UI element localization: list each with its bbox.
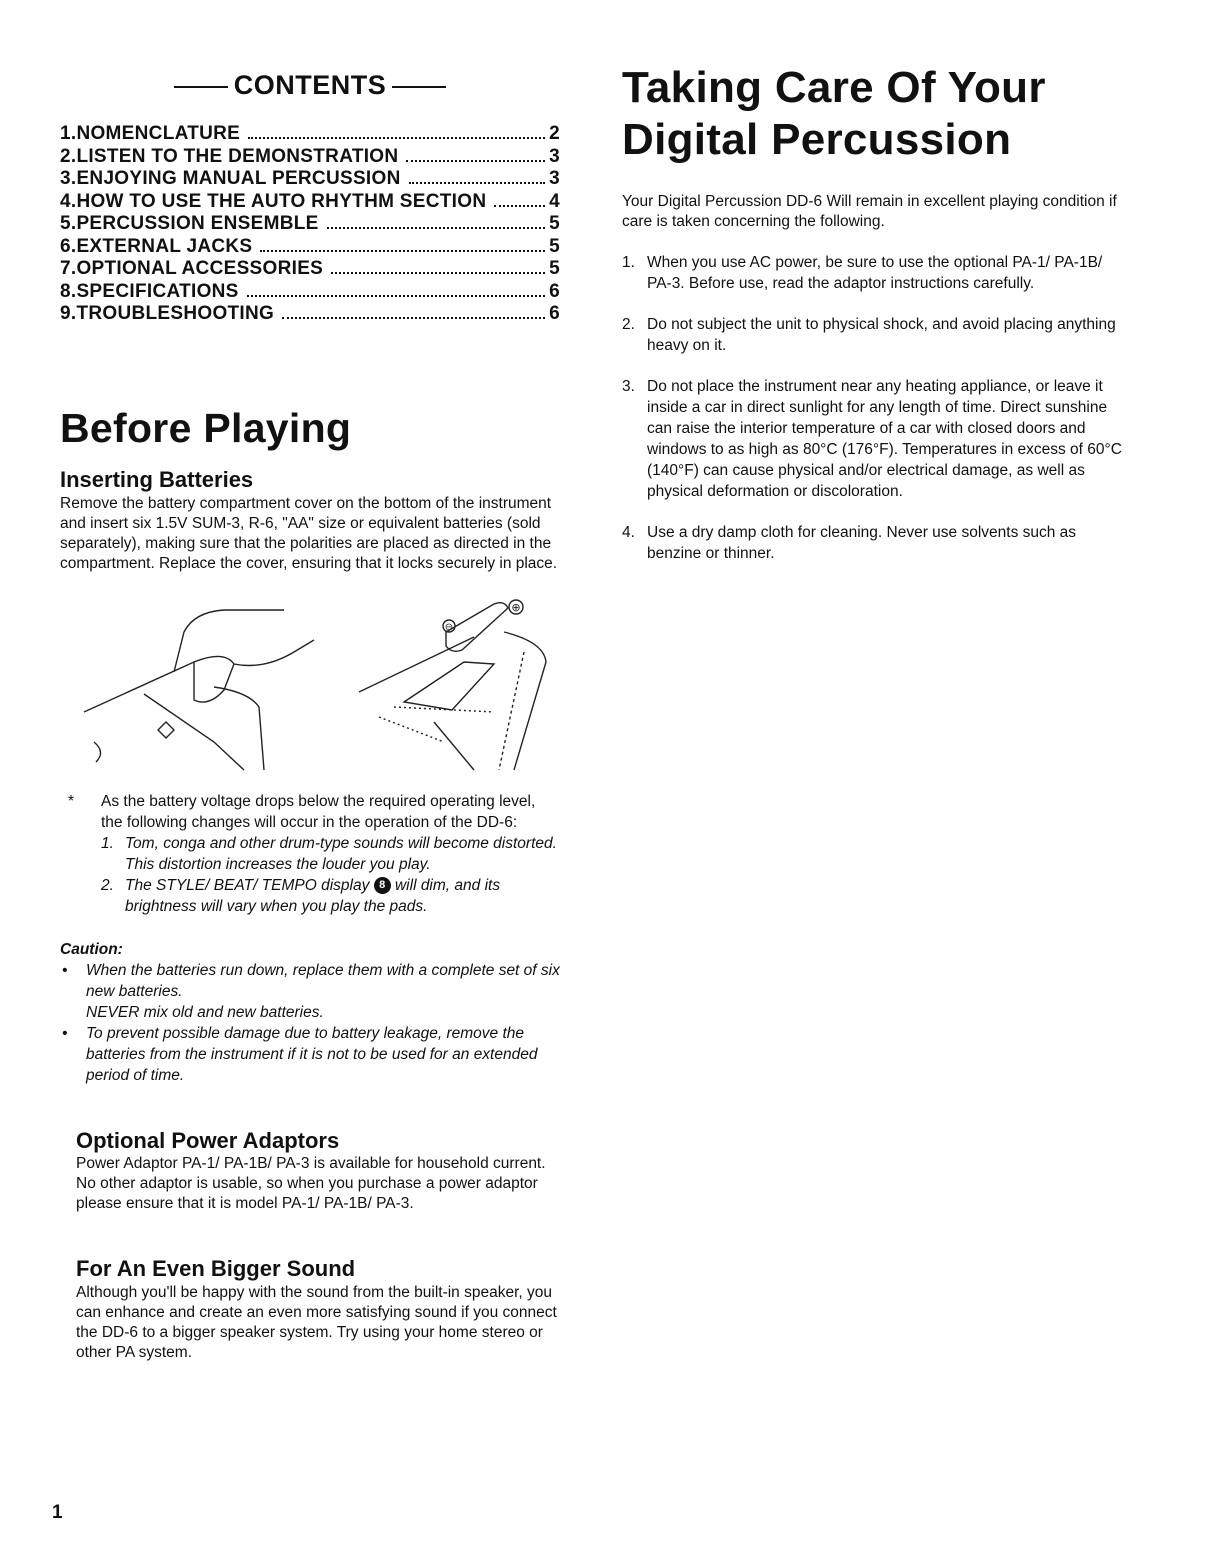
hand-removing-cover-drawing bbox=[84, 610, 314, 770]
toc-entry-label: 8.SPECIFICATIONS bbox=[60, 280, 239, 302]
list-item-text: Use a dry damp cloth for cleaning. Never use solvents such as benzine or thinner. bbox=[647, 524, 1077, 562]
list-item-text: The STYLE/ BEAT/ TEMPO display bbox=[125, 876, 370, 894]
page-number: 1 bbox=[52, 1502, 63, 1523]
toc-leader bbox=[260, 250, 545, 252]
table-of-contents bbox=[60, 123, 560, 326]
toc-entry[interactable] bbox=[60, 281, 560, 304]
list-item bbox=[622, 314, 1122, 356]
caution-box bbox=[60, 939, 560, 1086]
toc-entry-label: 6.EXTERNAL JACKS bbox=[60, 235, 253, 257]
toc-leader bbox=[409, 182, 546, 184]
toc-leader bbox=[494, 205, 545, 207]
toc-entry-page: 5 bbox=[549, 213, 560, 234]
taking-care-title-line-2: Digital Percussion bbox=[622, 115, 1012, 164]
title-rule-left bbox=[174, 86, 228, 88]
list-item bbox=[101, 833, 560, 875]
caution-text: To prevent possible damage due to battery leakage, remove the batteries from the instrument if it is not to be used for an extended period of time. bbox=[86, 1024, 538, 1084]
display-reference-marker: 8 bbox=[374, 877, 391, 894]
inserting-batteries-text: Remove the battery compartment cover on the bottom of the instrument and insert six 1.5V SUM-3, R-6, "AA" size or equivalent batteries (sold separately), making sure that the polarities are placed as directed in the compartment. Replace the cover, ensuring that it locks securely in place. bbox=[60, 494, 558, 572]
toc-entry-page: 2 bbox=[549, 123, 560, 144]
caution-item bbox=[60, 960, 560, 1023]
list-item-text: Do not subject the unit to physical shock, and avoid placing anything heavy on it. bbox=[647, 316, 1116, 354]
before-playing-title: Before Playing bbox=[60, 404, 352, 451]
caution-item bbox=[60, 1023, 560, 1086]
battery-illustration bbox=[74, 592, 554, 772]
toc-leader bbox=[327, 227, 546, 229]
list-item bbox=[622, 252, 1122, 294]
taking-care-intro: Your Digital Percussion DD-6 Will remain in excellent playing condition if care is taken concerning the following. bbox=[622, 193, 1117, 230]
toc-entry-page: 3 bbox=[549, 168, 560, 189]
battery-compartment-drawing bbox=[359, 600, 546, 770]
toc-leader bbox=[406, 160, 545, 162]
toc-entry[interactable] bbox=[60, 168, 560, 191]
toc-entry[interactable] bbox=[60, 303, 560, 326]
taking-care-title bbox=[622, 62, 1122, 166]
plus-symbol: ⊕ bbox=[511, 600, 521, 614]
bigger-sound-section bbox=[76, 1256, 560, 1362]
note-bullet: * bbox=[68, 792, 75, 810]
list-item-text: Do not place the instrument near any heating appliance, or leave it inside a car in direct sunlight for any length of time. Direct sunshine can raise the interior temperature of a car with closed doors and windows to as high as 80°C (176°F). Temperatures in excess of 60°C (140°F) can cause physical and/or electrical damage, as well as physical deformation or discoloration. bbox=[647, 378, 1122, 500]
left-column bbox=[60, 70, 560, 1363]
title-rule-right bbox=[392, 86, 446, 88]
list-item bbox=[622, 376, 1122, 502]
toc-entry-page: 5 bbox=[549, 235, 560, 257]
list-item-number: 2. bbox=[101, 876, 114, 894]
note-list bbox=[101, 833, 560, 917]
optional-power-adaptors-section bbox=[76, 1128, 560, 1214]
toc-entry-page: 3 bbox=[549, 145, 560, 167]
contents-heading bbox=[60, 70, 560, 101]
toc-entry[interactable] bbox=[60, 236, 560, 259]
list-item-number: 3. bbox=[622, 378, 635, 395]
toc-entry-label: 1.NOMENCLATURE bbox=[60, 123, 241, 144]
toc-entry[interactable] bbox=[60, 191, 560, 214]
right-column bbox=[622, 62, 1122, 564]
toc-entry-page: 6 bbox=[549, 280, 560, 302]
caution-bullet: • bbox=[62, 1024, 68, 1042]
note-text: As the battery voltage drops below the required operating level, the following changes will occur in the operation of the DD-6: bbox=[101, 792, 536, 831]
list-item-text: Tom, conga and other drum-type sounds will become distorted. This distortion increases the louder you play. bbox=[125, 834, 557, 873]
toc-entry-page: 6 bbox=[549, 303, 560, 324]
caution-text: NEVER mix old and new batteries. bbox=[86, 1003, 324, 1021]
toc-entry-label: 5.PERCUSSION ENSEMBLE bbox=[60, 213, 319, 234]
caution-heading: Caution: bbox=[60, 940, 123, 958]
list-item-number: 4. bbox=[622, 524, 635, 541]
list-item-text: When you use AC power, be sure to use the optional PA-1/ PA-1B/ PA-3. Before use, read the adaptor instructions carefully. bbox=[647, 254, 1103, 292]
toc-leader bbox=[247, 295, 545, 297]
optional-power-adaptors-text: Power Adaptor PA-1/ PA-1B/ PA-3 is available for household current. No other adaptor is usable, so when you purchase a power adaptor please ensure that it is model PA-1/ PA-1B/ PA-3. bbox=[76, 1155, 546, 1213]
toc-entry[interactable] bbox=[60, 258, 560, 281]
care-list bbox=[622, 252, 1122, 564]
optional-power-adaptors-heading: Optional Power Adaptors bbox=[76, 1127, 340, 1153]
minus-symbol: ⊖ bbox=[444, 621, 454, 633]
bigger-sound-heading: For An Even Bigger Sound bbox=[76, 1256, 356, 1282]
toc-leader bbox=[248, 137, 545, 139]
list-item-number: 2. bbox=[622, 316, 635, 333]
caution-text: When the batteries run down, replace them with a complete set of six new batteries. bbox=[86, 961, 560, 1000]
toc-entry-page: 5 bbox=[549, 258, 560, 279]
list-item-text-continued: will dim, and its brightness will vary when you play the pads. bbox=[125, 876, 501, 915]
list-item bbox=[622, 522, 1122, 564]
toc-entry-label: 7.OPTIONAL ACCESSORIES bbox=[60, 258, 324, 279]
toc-entry-label: 3.ENJOYING MANUAL PERCUSSION bbox=[60, 168, 401, 189]
contents-title-text: CONTENTS bbox=[233, 70, 387, 100]
inserting-batteries-heading: Inserting Batteries bbox=[60, 467, 254, 493]
toc-entry[interactable] bbox=[60, 123, 560, 146]
toc-entry-label: 2.LISTEN TO THE DEMONSTRATION bbox=[60, 145, 399, 167]
caution-bullet: • bbox=[62, 961, 68, 979]
list-item bbox=[101, 875, 560, 917]
battery-voltage-note bbox=[60, 791, 560, 917]
bigger-sound-text: Although you'll be happy with the sound from the built-in speaker, you can enhance and create an even more satisfying sound if you connect the DD-6 to a bigger speaker system. Try using your home stereo or other PA system. bbox=[76, 1283, 557, 1361]
toc-entry-label: 4.HOW TO USE THE AUTO RHYTHM SECTION bbox=[60, 190, 487, 212]
taking-care-title-line-1: Taking Care Of Your bbox=[622, 63, 1046, 112]
list-item-number: 1. bbox=[101, 834, 114, 852]
toc-entry-label: 9.TROUBLESHOOTING bbox=[60, 303, 275, 324]
toc-leader bbox=[282, 317, 545, 319]
toc-leader bbox=[331, 272, 545, 274]
toc-entry[interactable] bbox=[60, 146, 560, 169]
toc-entry[interactable] bbox=[60, 213, 560, 236]
toc-entry-page: 4 bbox=[549, 190, 560, 212]
list-item-number: 1. bbox=[622, 254, 635, 271]
